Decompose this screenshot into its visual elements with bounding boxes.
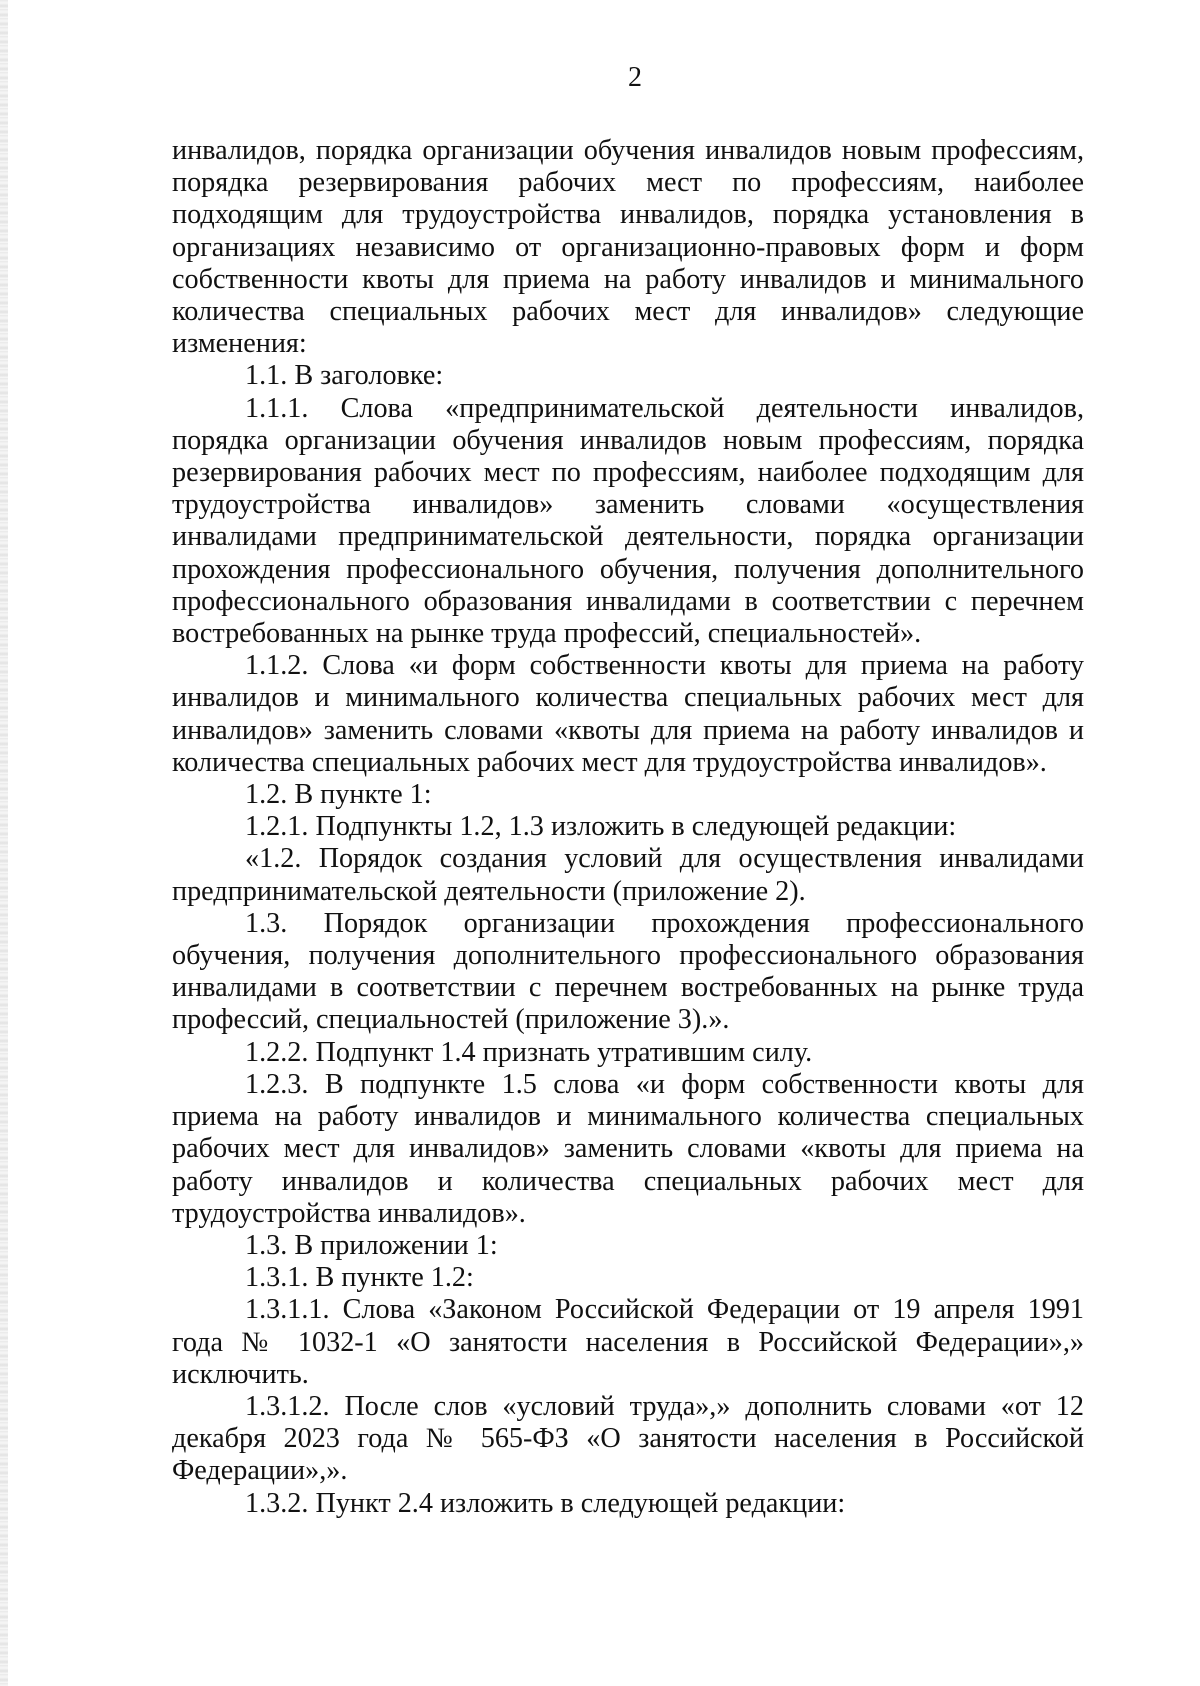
paragraph-1-3: 1.3. В приложении 1: [245,1229,498,1261]
paragraph-1-2-3: 1.2.3. В подпункте 1.5 слова «и форм собственности квоты для приема на работу инвалидов и минимального количества специальных рабочих мест для инвалидов» заменить словами «квоты для приема на работу инвалидов и количества специальных рабочих мест для трудоустройства инвалидов». [172,1068,1084,1229]
paragraph-1-3-1-1: 1.3.1.1. Слова «Законом Российской Федерации от 19 апреля 1991 года № 1032-1 «О занятости населения в Российской Федерации»,» исключить. [172,1294,1084,1390]
paragraph-1-3-1: 1.3.1. В пункте 1.2: [245,1262,474,1294]
paragraph-1-2-1: 1.2.1. Подпункты 1.2, 1.3 изложить в следующей редакции: [245,811,957,843]
paragraph-quote-1-3: 1.3. Порядок организации прохождения профессионального обучения, получения дополнительного профессионального образования инвалидами в соответствии с перечнем востребованных на рынке труда профессий, специальностей (приложение 3).». [172,907,1084,1036]
document-body [172,135,1084,1520]
paragraph-1-1: 1.1. В заголовке: [245,360,444,392]
page-number: 2 [628,62,642,93]
paragraph-1-1-1: 1.1.1. Слова «предпринимательской деятельности инвалидов, порядка организации обучения инвалидов новым профессиям, порядка резервирования рабочих мест по профессиям, наиболее подходящим для трудоустройства инвалидов» заменить словами «осуществления инвалидами предпринимательской деятельности, порядка организации прохождения профессионального обучения, получения дополнительного профессионального образования инвалидами в соответствии с перечнем востребованных на рынке труда профессий, специальностей». [172,392,1084,650]
paragraph-1-1-2: 1.1.2. Слова «и форм собственности квоты для приема на работу инвалидов и минимального количества специальных рабочих мест для инвалидов» заменить словами «квоты для приема на работу инвалидов и количества специальных рабочих мест для трудоустройства инвалидов». [172,650,1084,778]
paragraph-1-3-1-2: 1.3.1.2. После слов «условий труда»,» дополнить словами «от 12 декабря 2023 года № 565-ФЗ «О занятости населения в Российской Федерации»,». [172,1390,1084,1487]
paragraph-1-2: 1.2. В пункте 1: [245,779,432,811]
paragraph-1-3-2: 1.3.2. Пункт 2.4 изложить в следующей редакции: [245,1487,846,1519]
paragraph-1-2-2: 1.2.2. Подпункт 1.4 признать утратившим силу. [245,1036,813,1068]
paragraph-intro: инвалидов, порядка организации обучения инвалидов новым профессиям, порядка резервирования рабочих мест по профессиям, наиболее подходящим для трудоустройства инвалидов, порядка установления в организациях независимо от организационно-правовых форм и форм собственности квоты для приема на работу инвалидов и минимального количества специальных рабочих мест для инвалидов» следующие изменения: [172,135,1084,360]
paragraph-quote-1-2: «1.2. Порядок создания условий для осуществления инвалидами предпринимательской деятельности (приложение 2). [172,843,1084,907]
scan-edge-shadow [0,0,8,1686]
